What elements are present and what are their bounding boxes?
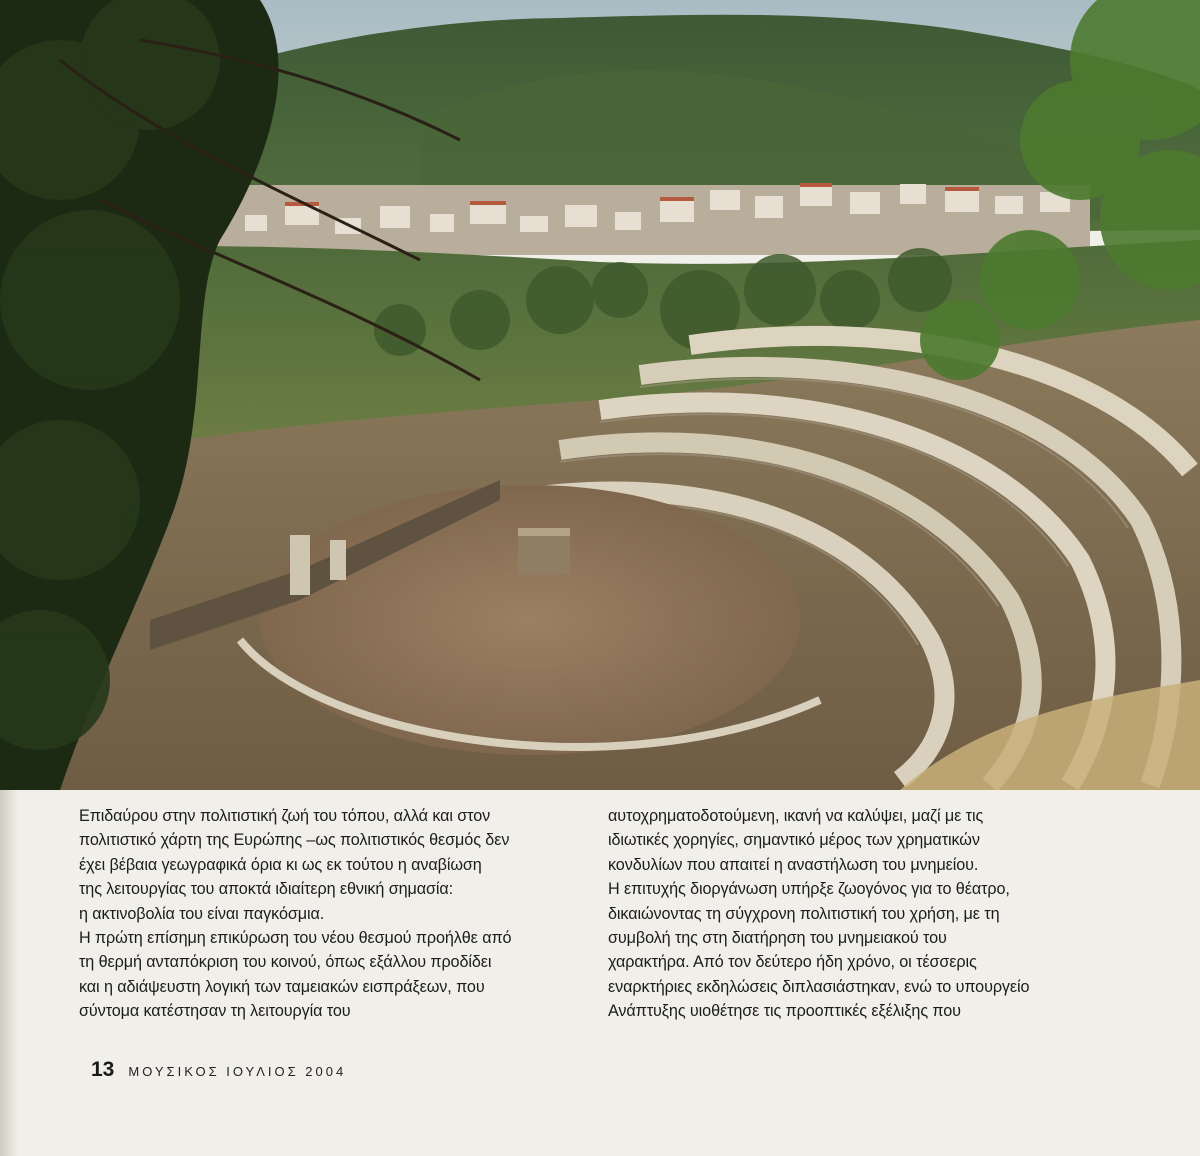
- text-line: αυτοχρηματοδοτούμενη, ικανή να καλύψει, μαζί με τις: [608, 807, 984, 825]
- text-line: συμβολή της στη διατήρηση του μνημειακού του: [608, 929, 947, 948]
- page-footer: [91, 1058, 346, 1082]
- text-line: πολιτιστικό χάρτη της Ευρώπης –ως πολιτιστικός θεσμός δεν: [79, 831, 510, 850]
- text-line: Η επιτυχής διοργάνωση υπήρξε ζωογόνος για το θέατρο,: [608, 880, 1010, 899]
- page-number: 13: [91, 1058, 115, 1081]
- text-line: ιδιωτικές χορηγίες, σημαντικό μέρος των χρηματικών: [608, 831, 980, 850]
- text-line: Ανάπτυξης υιοθέτησε τις προοπτικές εξέλιξης που: [608, 1002, 961, 1021]
- text-line: της λειτουργίας του αποκτά ιδιαίτερη εθνική σημασία:: [79, 880, 454, 899]
- text-line: Η πρώτη επίσημη επικύρωση του νέου θεσμού προήλθε από: [79, 929, 512, 948]
- page-gutter: [0, 790, 18, 1156]
- text-line: έχει βέβαια γεωγραφικά όρια κι ως εκ τούτου η αναβίωση: [79, 855, 482, 874]
- text-line: Επιδαύρου στην πολιτιστική ζωή του τόπου, αλλά και στον: [79, 807, 491, 825]
- text-line: τη θερμή ανταπόκριση του κοινού, όπως εξάλλου προδίδει: [79, 953, 492, 972]
- magazine-title: ΜΟΥΣΙΚΟΣ ΙΟΥΛΙΟΣ 2004: [128, 1064, 347, 1079]
- text-line: εναρκτήριες εκδηλώσεις διπλασιάστηκαν, ενώ το υπουργείο: [608, 977, 1030, 996]
- text-line: χαρακτήρα. Από τον δεύτερο ήδη χρόνο, οι τέσσερις: [608, 953, 977, 972]
- text-line: και η αδιάψευστη λογική των ταμειακών εισπράξεων, που: [79, 977, 485, 996]
- text-line: σύντομα κατέστησαν τη λειτουργία του: [79, 1002, 351, 1021]
- text-line: κονδυλίων που απαιτεί η αναστήλωση του μνημείου.: [608, 855, 979, 874]
- article-column-left: [79, 804, 579, 1024]
- article-column-right: [608, 804, 1128, 1024]
- text-line: δικαιώνοντας τη σύγχρονη πολιτιστική του χρήση, με τη: [608, 904, 1000, 923]
- text-line: η ακτινοβολία του είναι παγκόσμια.: [79, 904, 325, 923]
